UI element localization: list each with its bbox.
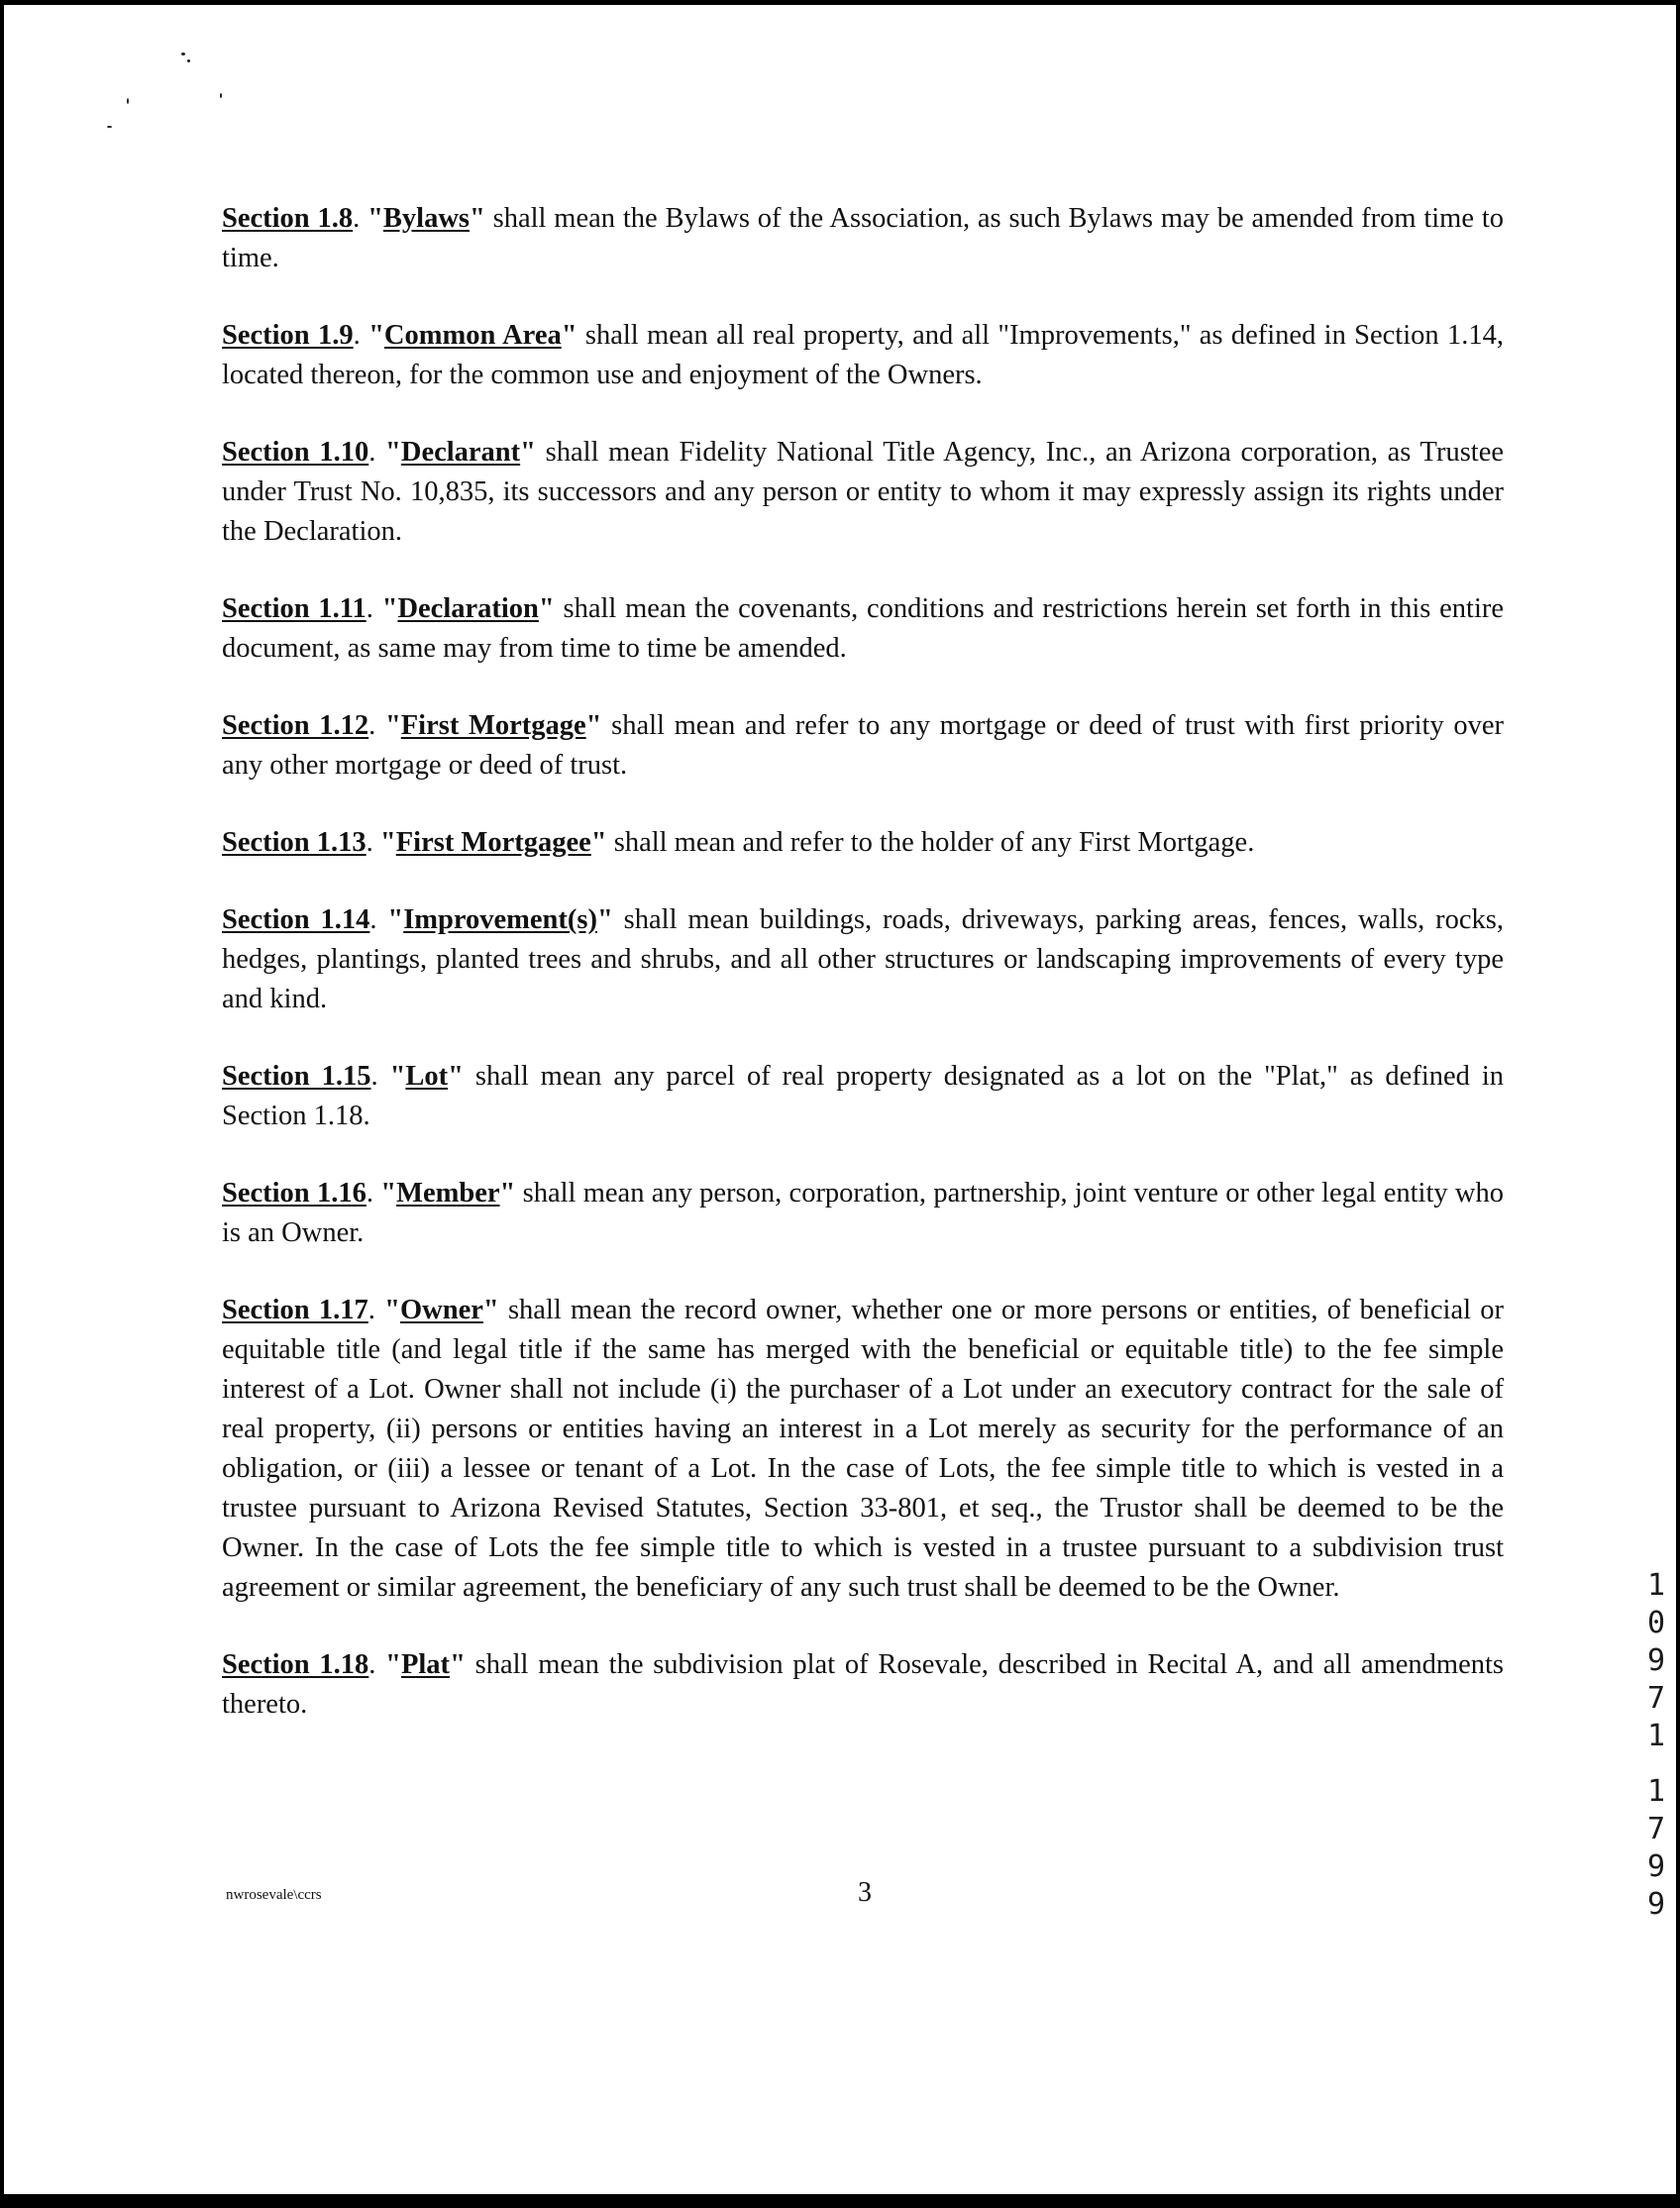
scan-border-right: [1676, 0, 1680, 2208]
recording-number: [1644, 1567, 1668, 1924]
definition-section: Section 1.15. "Lot" shall mean any parcel of real property designated as a lot on the "Plat," as defined in Section 1.18.: [222, 1061, 1505, 1131]
recording-digit: 9: [1646, 1849, 1666, 1884]
defined-term: Lot: [405, 1061, 449, 1092]
definition-section: Section 1.11. "Declaration" shall mean the covenants, conditions and restrictions herein set forth in this entire document, as same may from time to time be amended.: [222, 593, 1505, 664]
section-number: Section 1.14: [222, 904, 370, 935]
definition-section: Section 1.10. "Declarant" shall mean Fidelity National Title Agency, Inc., an Arizona corporation, as Trustee under Trust No. 10,835, its successors and any person or entity to whom it may expressly assign its rights under the Declaration.: [222, 437, 1505, 547]
definition-section: Section 1.18. "Plat" shall mean the subdivision plat of Rosevale, described in Recital A, and all amendments thereto.: [222, 1649, 1505, 1720]
footer-file-reference: nwrosevale\ccrs: [226, 1887, 322, 1903]
scan-speck: [181, 53, 185, 55]
section-number: Section 1.13: [222, 827, 367, 858]
section-number: Section 1.12: [222, 710, 369, 741]
scan-speck: [107, 126, 112, 128]
defined-term: First Mortgage: [400, 710, 586, 741]
definition-text: shall mean the subdivision plat of Rosevale, described in Recital A, and all amendments thereto.: [222, 1649, 1505, 1720]
defined-term: Declarant: [400, 437, 521, 468]
definition-text: shall mean the record owner, whether one or more persons or entities, of beneficial or equitable title (and legal title if the same has merged with the beneficial or equitable title) to the fee simple interest of a Lot. Owner shall not include (i) the purchaser of a Lot under an executory contract for the sale of real property, (ii) persons or entities having an interest in a Lot merely as security for the performance of an obligation, or (iii) a lessee or tenant of a Lot. In the case of Lots, the fee simple title to which is vested in a trustee pursuant to Arizona Revised Statutes, Section 33-801, et seq., the Trustor shall be deemed to be the Owner. In the case of Lots the fee simple title to which is vested in a trustee pursuant to a subdivision trust agreement or similar agreement, the beneficiary of any such trust shall be deemed to be the Owner.: [222, 1295, 1504, 1603]
definition-text: shall mean the Bylaws of the Association, as such Bylaws may be amended from time to time.: [222, 203, 1504, 273]
definition-section: Section 1.8. "Bylaws" shall mean the Bylaws of the Association, as such Bylaws may be amended from time to time.: [222, 203, 1504, 273]
recording-digit: 7: [1646, 1812, 1666, 1846]
section-number: Section 1.8: [222, 203, 354, 234]
section-number: Section 1.9: [222, 320, 354, 351]
defined-term: Declaration: [397, 593, 539, 624]
page-number: 3: [858, 1877, 872, 1908]
definition-section: Section 1.9. "Common Area" shall mean all real property, and all "Improvements," as defined in Section 1.14, located thereon, for the common use and enjoyment of the Owners.: [222, 320, 1504, 390]
scan-border-left: [0, 0, 4, 2208]
definition-text: shall mean any person, corporation, partnership, joint venture or other legal entity who is an Owner.: [222, 1178, 1504, 1248]
scan-speck: [220, 93, 222, 98]
definition-text: shall mean and refer to the holder of any First Mortgage.: [606, 827, 1255, 858]
scan-border-top: [0, 0, 1680, 5]
definition-text: shall mean Fidelity National Title Agency, Inc., an Arizona corporation, as Trustee under Trust No. 10,835, its successors and any person or entity to whom it may expressly assign its rights under the Declaration.: [222, 437, 1505, 547]
defined-term: Member: [396, 1178, 500, 1209]
defined-term: Owner: [399, 1295, 483, 1325]
section-number: Section 1.10: [222, 437, 369, 468]
definition-section: Section 1.13. "First Mortgagee" shall mean and refer to the holder of any First Mortgage.: [222, 827, 1255, 858]
definition-section: Section 1.14. "Improvement(s)" shall mean buildings, roads, driveways, parking areas, fences, walls, rocks, hedges, plantings, planted trees and shrubs, and all other structures or landscaping improvements of every type and kind.: [222, 904, 1504, 1014]
defined-term: Improvement(s): [403, 904, 597, 935]
recording-digit: 1: [1646, 1719, 1666, 1753]
defined-term: Common Area: [383, 320, 562, 351]
defined-term: Bylaws: [382, 203, 470, 234]
recording-digit: 1: [1646, 1568, 1666, 1603]
section-number: Section 1.18: [222, 1649, 369, 1680]
scan-speck: [127, 98, 129, 104]
definition-text: shall mean all real property, and all "Improvements," as defined in Section 1.14, located thereon, for the common use and enjoyment of the Owners.: [222, 320, 1504, 390]
scan-border-bottom: [0, 2194, 1680, 2208]
recording-digit: 7: [1646, 1681, 1666, 1716]
section-number: Section 1.16: [222, 1178, 367, 1209]
section-number: Section 1.15: [222, 1061, 371, 1092]
definition-section: Section 1.17. "Owner" shall mean the record owner, whether one or more persons or entities, of beneficial or equitable title (and legal title if the same has merged with the beneficial or equitable title) to the fee simple interest of a Lot. Owner shall not include (i) the purchaser of a Lot under an executory contract for the sale of real property, (ii) persons or entities having an interest in a Lot merely as security for the performance of an obligation, or (iii) a lessee or tenant of a Lot. In the case of Lots, the fee simple title to which is vested in a trustee pursuant to Arizona Revised Statutes, Section 33-801, et seq., the Trustor shall be deemed to be the Owner. In the case of Lots the fee simple title to which is vested in a trustee pursuant to a subdivision trust agreement or similar agreement, the beneficiary of any such trust shall be deemed to be the Owner.: [222, 1295, 1504, 1603]
recording-digit: 9: [1646, 1887, 1666, 1922]
definition-text: shall mean buildings, roads, driveways, parking areas, fences, walls, rocks, hedges, plantings, planted trees and shrubs, and all other structures or landscaping improvements of every type and kind.: [222, 904, 1504, 1014]
defined-term: Plat: [400, 1649, 451, 1680]
recording-digit: 0: [1646, 1606, 1666, 1640]
section-number: Section 1.17: [222, 1295, 368, 1325]
section-number: Section 1.11: [222, 593, 367, 624]
defined-term: First Mortgagee: [395, 827, 591, 858]
recording-digit: 1: [1646, 1774, 1666, 1809]
definition-text: shall mean and refer to any mortgage or deed of trust with first priority over any other mortgage or deed of trust.: [222, 710, 1505, 781]
scan-speck: [187, 59, 190, 62]
definition-section: Section 1.12. "First Mortgage" shall mean and refer to any mortgage or deed of trust with first priority over any other mortgage or deed of trust.: [222, 710, 1505, 781]
definition-text: shall mean the covenants, conditions and restrictions herein set forth in this entire document, as same may from time to time be amended.: [222, 593, 1505, 664]
recording-digit: 9: [1646, 1643, 1666, 1678]
definition-section: Section 1.16. "Member" shall mean any person, corporation, partnership, joint venture or other legal entity who is an Owner.: [222, 1178, 1504, 1248]
definition-text: shall mean any parcel of real property designated as a lot on the "Plat," as defined in Section 1.18.: [222, 1061, 1505, 1131]
document-body: [222, 199, 1504, 1762]
